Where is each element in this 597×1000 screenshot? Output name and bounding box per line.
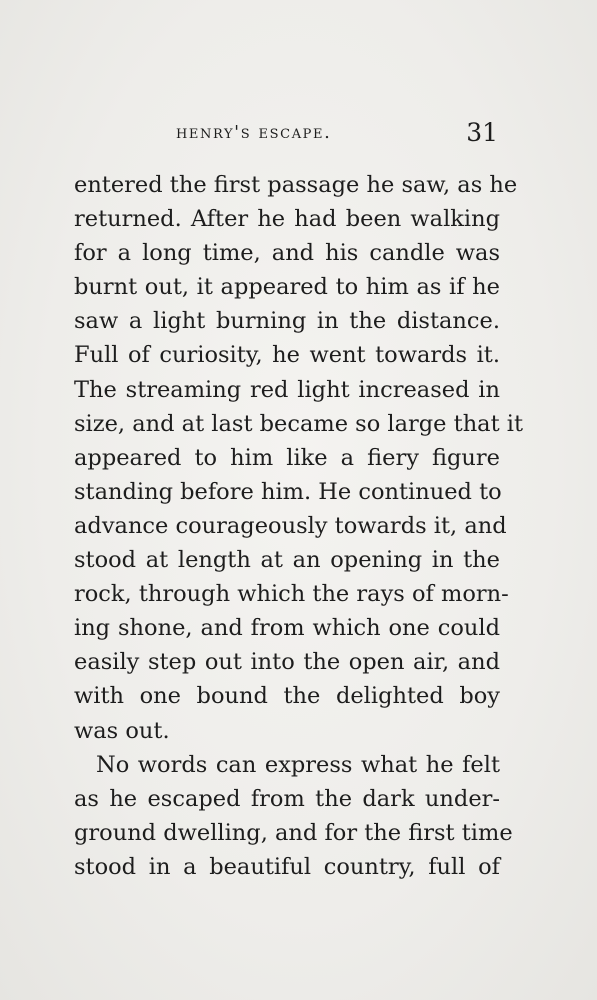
text-line: returned. After he had been walking — [74, 206, 500, 233]
text-line: burnt out, it appeared to him as if he — [74, 274, 500, 301]
text-line: size, and at last became so large that it — [74, 410, 524, 437]
running-title: henry's escape. — [176, 122, 332, 143]
body-text — [74, 168, 524, 884]
text-line: with one bound the delighted boy — [74, 683, 500, 710]
text-line: stood at length at an opening in the — [74, 547, 500, 574]
paragraph-start-line: No words can express what he felt — [96, 751, 500, 778]
text-line: Full of curiosity, he went towards it. — [74, 342, 500, 369]
text-line: appeared to him like a fiery figure — [74, 444, 500, 471]
text-line: saw a light burning in the distance. — [74, 308, 500, 335]
text-line: standing before him. He continued to — [74, 478, 502, 505]
text-line: ing shone, and from which one could — [74, 615, 500, 642]
text-line: as he escaped from the dark under- — [74, 785, 500, 812]
running-head — [74, 118, 500, 152]
text-line: easily step out into the open air, and — [74, 649, 500, 676]
text-line: The streaming red light increased in — [74, 376, 500, 403]
text-line: ground dwelling, and for the first time — [74, 819, 513, 846]
text-line: advance courageously towards it, and — [74, 512, 507, 539]
text-line: rock, through which the rays of morn- — [74, 581, 509, 608]
text-line: stood in a beautiful country, full of — [74, 853, 500, 880]
paragraph-end-line: was out. — [74, 717, 170, 744]
page-number: 31 — [466, 118, 498, 147]
text-line: for a long time, and his candle was — [74, 240, 500, 267]
text-line: entered the first passage he saw, as he — [74, 172, 518, 198]
